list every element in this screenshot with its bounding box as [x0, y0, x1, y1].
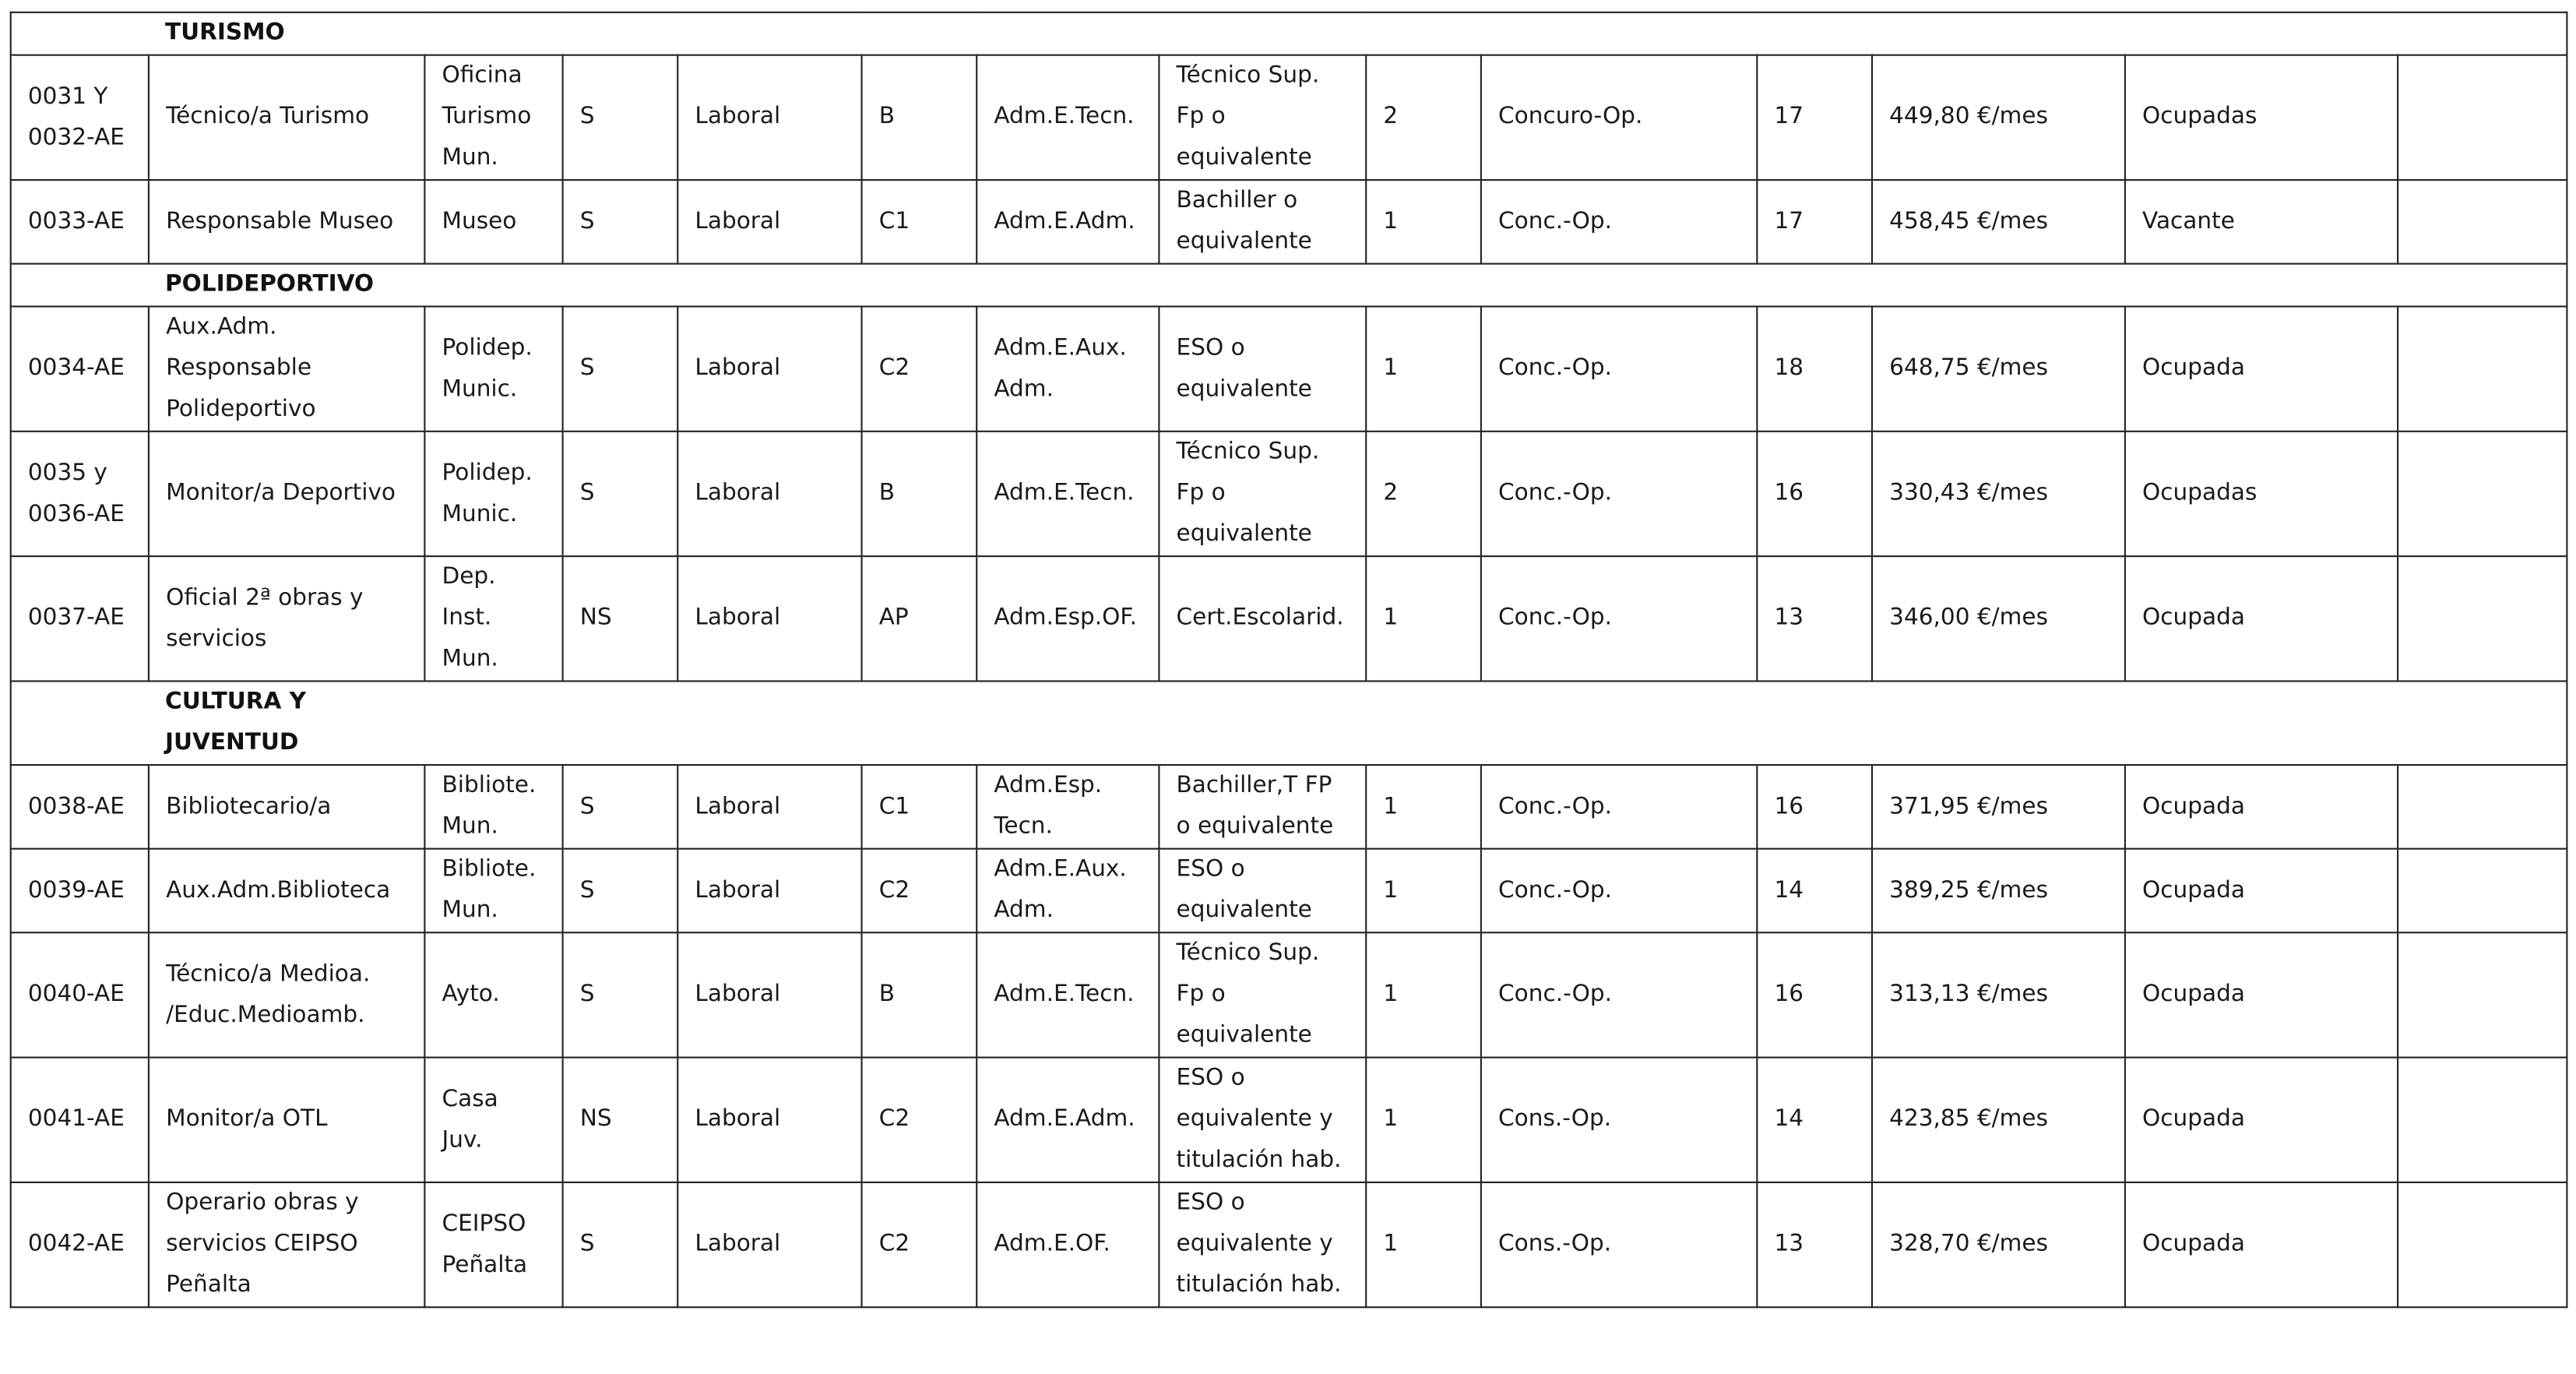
monthly-allowance-cell: 648,75 €/mes [1872, 306, 2125, 431]
workplace-cell: Casa Juv. [424, 1058, 562, 1182]
group-cell: B [862, 432, 977, 556]
qualification-flag-cell: S [563, 1182, 678, 1307]
notes-cell [2398, 1182, 2567, 1307]
level-cell: 16 [1757, 932, 1872, 1057]
scale-cell: Adm.E.Tecn. [977, 432, 1159, 556]
job-title-cell: Técnico/a Medioa. /Educ.Medioamb. [149, 932, 424, 1057]
section-header-row [11, 681, 2567, 765]
qualification-flag-cell: S [563, 55, 678, 180]
qualification-flag-cell: S [563, 765, 678, 849]
monthly-allowance-cell: 328,70 €/mes [1872, 1182, 2125, 1307]
required-degree-cell: ESO o equivalente [1159, 849, 1366, 933]
level-cell: 16 [1757, 765, 1872, 849]
required-degree-cell: Técnico Sup. Fp o equivalente [1159, 932, 1366, 1057]
workplace-cell: Museo [424, 180, 562, 264]
selection-method-cell: Conc.-Op. [1481, 306, 1757, 431]
qualification-flag-cell: S [563, 306, 678, 431]
status-cell: Ocupada [2125, 556, 2398, 681]
required-degree-cell: Técnico Sup. Fp o equivalente [1159, 55, 1366, 180]
vacancies-count-cell: 1 [1366, 1182, 1481, 1307]
table-row [11, 306, 2567, 431]
status-cell: Ocupada [2125, 306, 2398, 431]
selection-method-cell: Conc.-Op. [1481, 849, 1757, 933]
selection-method-cell: Conc.-Op. [1481, 932, 1757, 1057]
position-code-cell: 0042-AE [11, 1182, 149, 1307]
qualification-flag-cell: NS [563, 556, 678, 681]
contract-type-cell: Laboral [677, 432, 861, 556]
required-degree-cell: ESO o equivalente y titulación hab. [1159, 1058, 1366, 1182]
job-title-cell: Responsable Museo [149, 180, 424, 264]
section-spacer-cell [11, 12, 149, 55]
vacancies-count-cell: 1 [1366, 849, 1481, 933]
table-row [11, 765, 2567, 849]
vacancies-count-cell: 1 [1366, 932, 1481, 1057]
section-title: TURISMO [149, 12, 2567, 55]
group-cell: C2 [862, 849, 977, 933]
monthly-allowance-cell: 389,25 €/mes [1872, 849, 2125, 933]
group-cell: C1 [862, 765, 977, 849]
workplace-cell: Oficina Turismo Mun. [424, 55, 562, 180]
section-title: CULTURA Y JUVENTUD [149, 681, 2567, 765]
table-row [11, 55, 2567, 180]
workplace-cell: Polidep. Munic. [424, 432, 562, 556]
scale-cell: Adm.Esp. Tecn. [977, 765, 1159, 849]
job-title-cell: Aux.Adm.Biblioteca [149, 849, 424, 933]
qualification-flag-cell: S [563, 849, 678, 933]
contract-type-cell: Laboral [677, 765, 861, 849]
workplace-cell: Bibliote. Mun. [424, 849, 562, 933]
contract-type-cell: Laboral [677, 1182, 861, 1307]
level-cell: 17 [1757, 55, 1872, 180]
vacancies-count-cell: 1 [1366, 1058, 1481, 1182]
table-row [11, 932, 2567, 1057]
monthly-allowance-cell: 423,85 €/mes [1872, 1058, 2125, 1182]
position-code-cell: 0033-AE [11, 180, 149, 264]
level-cell: 17 [1757, 180, 1872, 264]
status-cell: Ocupada [2125, 1058, 2398, 1182]
selection-method-cell: Cons.-Op. [1481, 1058, 1757, 1182]
section-header-row [11, 264, 2567, 307]
status-cell: Ocupadas [2125, 55, 2398, 180]
level-cell: 14 [1757, 849, 1872, 933]
monthly-allowance-cell: 458,45 €/mes [1872, 180, 2125, 264]
selection-method-cell: Conc.-Op. [1481, 556, 1757, 681]
position-code-cell: 0031 Y 0032-AE [11, 55, 149, 180]
notes-cell [2398, 306, 2567, 431]
contract-type-cell: Laboral [677, 55, 861, 180]
group-cell: C1 [862, 180, 977, 264]
scale-cell: Adm.E.Aux. Adm. [977, 306, 1159, 431]
contract-type-cell: Laboral [677, 849, 861, 933]
position-code-cell: 0037-AE [11, 556, 149, 681]
level-cell: 14 [1757, 1058, 1872, 1182]
table-body [11, 12, 2567, 1307]
level-cell: 13 [1757, 556, 1872, 681]
group-cell: C2 [862, 306, 977, 431]
job-title-cell: Monitor/a OTL [149, 1058, 424, 1182]
required-degree-cell: Técnico Sup. Fp o equivalente [1159, 432, 1366, 556]
section-title: POLIDEPORTIVO [149, 264, 2567, 307]
section-header-row [11, 12, 2567, 55]
scale-cell: Adm.E.Tecn. [977, 55, 1159, 180]
status-cell: Ocupada [2125, 932, 2398, 1057]
position-code-cell: 0039-AE [11, 849, 149, 933]
table-row [11, 432, 2567, 556]
contract-type-cell: Laboral [677, 932, 861, 1057]
position-code-cell: 0040-AE [11, 932, 149, 1057]
notes-cell [2398, 849, 2567, 933]
required-degree-cell: Cert.Escolarid. [1159, 556, 1366, 681]
selection-method-cell: Cons.-Op. [1481, 1182, 1757, 1307]
group-cell: B [862, 55, 977, 180]
scale-cell: Adm.E.Aux. Adm. [977, 849, 1159, 933]
required-degree-cell: ESO o equivalente y titulación hab. [1159, 1182, 1366, 1307]
job-title-cell: Bibliotecario/a [149, 765, 424, 849]
scale-cell: Adm.E.Tecn. [977, 932, 1159, 1057]
status-cell: Ocupadas [2125, 432, 2398, 556]
position-code-cell: 0034-AE [11, 306, 149, 431]
scale-cell: Adm.E.Adm. [977, 1058, 1159, 1182]
table-row [11, 1182, 2567, 1307]
vacancies-count-cell: 1 [1366, 556, 1481, 681]
notes-cell [2398, 556, 2567, 681]
position-code-cell: 0038-AE [11, 765, 149, 849]
job-title-cell: Oficial 2ª obras y servicios [149, 556, 424, 681]
group-cell: B [862, 932, 977, 1057]
workplace-cell: CEIPSO Peñalta [424, 1182, 562, 1307]
scale-cell: Adm.E.OF. [977, 1182, 1159, 1307]
position-code-cell: 0035 y 0036-AE [11, 432, 149, 556]
monthly-allowance-cell: 371,95 €/mes [1872, 765, 2125, 849]
monthly-allowance-cell: 346,00 €/mes [1872, 556, 2125, 681]
status-cell: Ocupada [2125, 765, 2398, 849]
group-cell: AP [862, 556, 977, 681]
job-title-cell: Aux.Adm. Responsable Polideportivo [149, 306, 424, 431]
scale-cell: Adm.Esp.OF. [977, 556, 1159, 681]
level-cell: 13 [1757, 1182, 1872, 1307]
selection-method-cell: Conc.-Op. [1481, 432, 1757, 556]
group-cell: C2 [862, 1058, 977, 1182]
required-degree-cell: Bachiller,T FP o equivalente [1159, 765, 1366, 849]
required-degree-cell: Bachiller o equivalente [1159, 180, 1366, 264]
position-code-cell: 0041-AE [11, 1058, 149, 1182]
status-cell: Vacante [2125, 180, 2398, 264]
job-title-cell: Operario obras y servicios CEIPSO Peñalta [149, 1182, 424, 1307]
notes-cell [2398, 765, 2567, 849]
qualification-flag-cell: S [563, 432, 678, 556]
workplace-cell: Polidep. Munic. [424, 306, 562, 431]
level-cell: 16 [1757, 432, 1872, 556]
qualification-flag-cell: S [563, 932, 678, 1057]
vacancies-count-cell: 1 [1366, 306, 1481, 431]
status-cell: Ocupada [2125, 1182, 2398, 1307]
notes-cell [2398, 55, 2567, 180]
selection-method-cell: Conc.-Op. [1481, 180, 1757, 264]
contract-type-cell: Laboral [677, 556, 861, 681]
table-row [11, 556, 2567, 681]
qualification-flag-cell: S [563, 180, 678, 264]
notes-cell [2398, 180, 2567, 264]
selection-method-cell: Conc.-Op. [1481, 765, 1757, 849]
qualification-flag-cell: NS [563, 1058, 678, 1182]
job-title-cell: Técnico/a Turismo [149, 55, 424, 180]
workplace-cell: Bibliote. Mun. [424, 765, 562, 849]
vacancies-count-cell: 1 [1366, 180, 1481, 264]
notes-cell [2398, 1058, 2567, 1182]
vacancies-count-cell: 2 [1366, 432, 1481, 556]
contract-type-cell: Laboral [677, 306, 861, 431]
required-degree-cell: ESO o equivalente [1159, 306, 1366, 431]
monthly-allowance-cell: 449,80 €/mes [1872, 55, 2125, 180]
table-row [11, 849, 2567, 933]
vacancies-count-cell: 1 [1366, 765, 1481, 849]
selection-method-cell: Concuro-Op. [1481, 55, 1757, 180]
job-title-cell: Monitor/a Deportivo [149, 432, 424, 556]
staff-positions-table [10, 12, 2568, 1309]
workplace-cell: Ayto. [424, 932, 562, 1057]
status-cell: Ocupada [2125, 849, 2398, 933]
vacancies-count-cell: 2 [1366, 55, 1481, 180]
workplace-cell: Dep. Inst. Mun. [424, 556, 562, 681]
notes-cell [2398, 932, 2567, 1057]
table-row [11, 1058, 2567, 1182]
section-spacer-cell [11, 681, 149, 765]
notes-cell [2398, 432, 2567, 556]
level-cell: 18 [1757, 306, 1872, 431]
group-cell: C2 [862, 1182, 977, 1307]
contract-type-cell: Laboral [677, 1058, 861, 1182]
scale-cell: Adm.E.Adm. [977, 180, 1159, 264]
table-row [11, 180, 2567, 264]
monthly-allowance-cell: 330,43 €/mes [1872, 432, 2125, 556]
section-spacer-cell [11, 264, 149, 307]
contract-type-cell: Laboral [677, 180, 861, 264]
monthly-allowance-cell: 313,13 €/mes [1872, 932, 2125, 1057]
